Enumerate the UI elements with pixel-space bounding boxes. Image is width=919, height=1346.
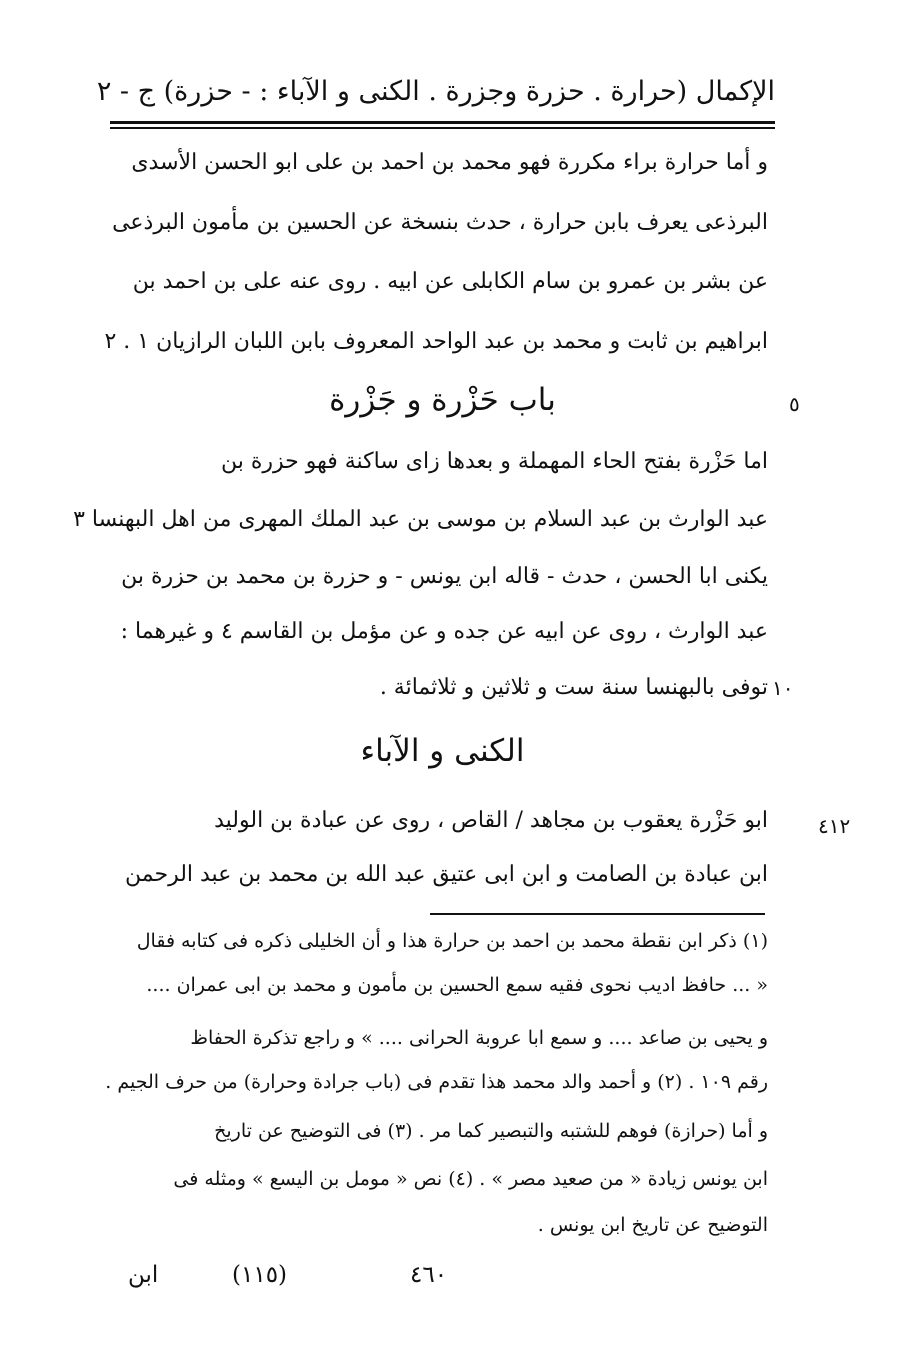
header-rule-thin xyxy=(110,127,775,129)
margin-line-number: ٥ xyxy=(789,392,800,416)
text-line: اما حَزْرة بفتح الحاء المهملة و بعدها زاى ساكنة فهو حزرة بن xyxy=(220,449,768,474)
footnote-rule xyxy=(430,913,765,915)
margin-line-number: ١٠ xyxy=(772,676,794,700)
catchword: ابن xyxy=(128,1262,159,1288)
text-line: ابو حَزْرة يعقوب بن مجاهد / القاص ، روى عن عبادة بن الوليد xyxy=(214,808,768,833)
footnote-line: رقم ١٠٩ . (٢) و أحمد والد محمد هذا تقدم فى (باب جرادة وحرارة) من حرف الجيم . xyxy=(105,1071,768,1093)
text-line: يكنى ابا الحسن ، حدث - قاله ابن يونس - و حزرة بن محمد بن حزرة بن xyxy=(121,564,768,589)
sheet-number: (١١٥) xyxy=(232,1262,288,1288)
text-line: و أما حرارة براء مكررة فهو محمد بن احمد بن على ابو الحسن الأسدى xyxy=(131,150,768,175)
footnote-line: (١) ذكر ابن نقطة محمد بن احمد بن حرارة هذا و أن الخليلى ذكره فى كتابه فقال xyxy=(136,930,768,952)
text-line: عن بشر بن عمرو بن سام الكابلى عن ابيه . روى عنه على بن احمد بن xyxy=(132,269,768,294)
section-heading: الكنى و الآباء xyxy=(360,733,525,769)
footnote-line: و يحيى بن صاعد .... و سمع ابا عروبة الحرانى .... » و راجع تذكرة الحفاظ xyxy=(190,1027,768,1049)
header-rule-thick xyxy=(110,121,775,124)
running-header: الإكمال (حرارة . حزرة وجزرة . الكنى و الآباء : - حزرة) ج - ٢ xyxy=(96,76,775,107)
text-line: عبد الوارث ، روى عن ابيه عن جده و عن مؤمل بن القاسم ٤ و غيرهما : xyxy=(120,619,768,644)
folio-number: ٤١٢ xyxy=(818,814,851,838)
text-line: ابن عبادة بن الصامت و ابن ابى عتيق عبد الله بن محمد بن عبد الرحمن xyxy=(125,862,768,887)
footnote-line: و أما (حرازة) فوهم للشتبه والتبصير كما مر . (٣) فى التوضيح عن تاريخ xyxy=(214,1120,768,1142)
footnote-line: التوضيح عن تاريخ ابن يونس . xyxy=(537,1214,768,1236)
section-heading: باب حَزْرة و جَزْرة xyxy=(329,382,556,418)
page-number: ٤٦٠ xyxy=(410,1262,448,1288)
text-line: البرذعى يعرف بابن حرارة ، حدث بنسخة عن الحسين بن مأمون البرذعى xyxy=(112,210,768,235)
text-line: عبد الوارث بن عبد السلام بن موسى بن عبد الملك المهرى من اهل البهنسا ٣ xyxy=(73,507,768,532)
footnote-line: ابن يونس زيادة « من صعيد مصر » . (٤) نص « مومل بن اليسع » ومثله فى xyxy=(173,1168,768,1190)
text-line: توفى بالبهنسا سنة ست و ثلاثين و ثلاثمائة . xyxy=(379,675,768,700)
footnote-line: « ... حافظ اديب نحوى فقيه سمع الحسين بن مأمون و محمد بن ابى عمران .... xyxy=(146,974,768,996)
text-line: ابراهيم بن ثابت و محمد بن عبد الواحد المعروف بابن اللبان الرازيان ١ . ٢ xyxy=(104,329,768,354)
